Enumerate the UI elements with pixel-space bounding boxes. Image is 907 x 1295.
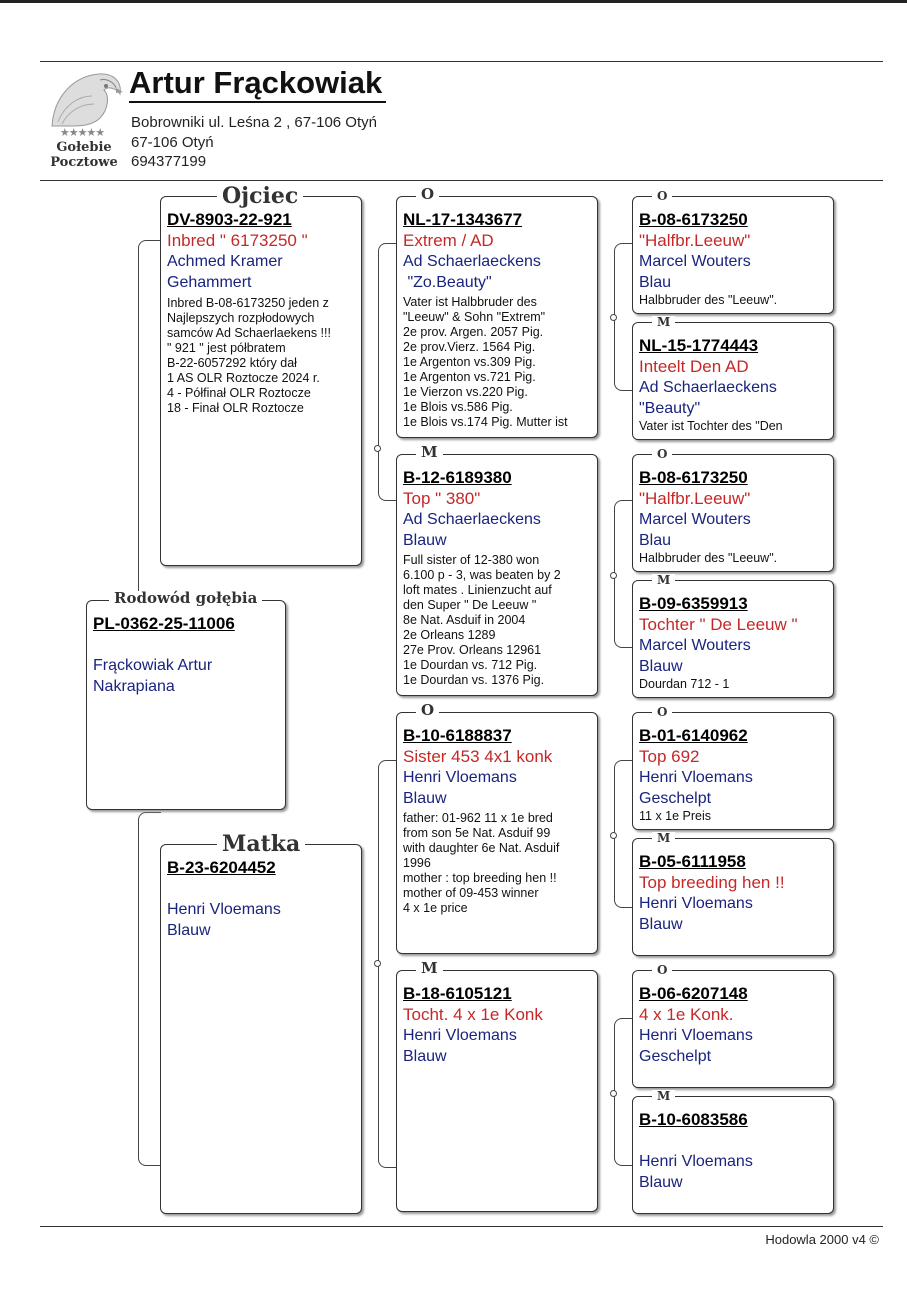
fm-name: Top " 380": [403, 489, 481, 508]
mmf-breeder: Henri Vloemans: [639, 1027, 753, 1044]
top-border: [0, 0, 907, 3]
ff-ring: NL-17-1343677: [403, 210, 523, 229]
mff-breeder: Henri Vloemans: [639, 769, 753, 786]
fff-legend: O: [652, 190, 672, 202]
mfm-color: Blauw: [639, 916, 683, 933]
mother-color: Blauw: [167, 922, 211, 939]
ff-color: "Zo.Beauty": [403, 274, 492, 291]
connector-father-parents: [378, 243, 397, 501]
ff-legend: O: [416, 187, 439, 202]
subject-color: Nakrapiana: [93, 678, 175, 695]
mmm-breeder: Henri Vloemans: [639, 1153, 753, 1170]
fm-color: Blauw: [403, 532, 447, 549]
fff-ring: B-08-6173250: [639, 210, 748, 229]
ff-name: Extrem / AD: [403, 231, 494, 250]
mmm-color: Blauw: [639, 1174, 683, 1191]
father-legend: Ojciec: [217, 185, 303, 207]
mother-ring: B-23-6204452: [167, 858, 276, 877]
subject-legend: Rodowód gołębia: [109, 591, 262, 606]
fmf-color: Blau: [639, 532, 672, 549]
mf-card[interactable]: [396, 712, 598, 954]
mmf-legend: O: [652, 964, 672, 976]
mfm-card[interactable]: [632, 838, 834, 956]
ffm-notes: Vater ist Tochter des "Den: [639, 419, 783, 433]
address-line1: Bobrowniki ul. Leśna 2 , 67-106 Otyń: [131, 114, 377, 131]
mmf-card[interactable]: [632, 970, 834, 1088]
father-name: Inbred " 6173250 ": [167, 231, 308, 250]
fmf-breeder: Marcel Wouters: [639, 511, 751, 528]
subject-card[interactable]: [86, 600, 286, 810]
mm-card[interactable]: [396, 970, 598, 1212]
ffm-breeder: Ad Schaerlaeckens: [639, 379, 777, 396]
mm-color: Blauw: [403, 1048, 447, 1065]
ffm-ring: NL-15-1774443: [639, 336, 759, 355]
logo-stars: ★★★★★: [59, 127, 105, 139]
subject-owner: Frąckowiak Artur: [93, 657, 213, 674]
mfm-name: Top breeding hen !!: [639, 873, 785, 892]
mf-ring: B-10-6188837: [403, 726, 512, 745]
fm-legend: M: [416, 445, 443, 460]
header-top-divider: [40, 61, 883, 62]
mmf-color: Geschelpt: [639, 1048, 712, 1065]
fmf-card[interactable]: [632, 454, 834, 572]
mm-ring: B-18-6105121: [403, 984, 512, 1003]
fff-breeder: Marcel Wouters: [639, 253, 751, 270]
ffm-name: Inteelt Den AD: [639, 357, 749, 376]
logo-text-line2: Pocztowe: [50, 155, 118, 170]
mmm-legend: M: [652, 1090, 675, 1102]
fm-card[interactable]: [396, 454, 598, 696]
fmm-notes: Dourdan 712 - 1: [639, 677, 730, 691]
connector-dot: [374, 445, 381, 452]
fff-color: Blau: [639, 274, 672, 291]
fmm-ring: B-09-6359913: [639, 594, 748, 613]
ffm-card[interactable]: [632, 322, 834, 440]
mother-breeder: Henri Vloemans: [167, 901, 281, 918]
owner-name: Artur Frąckowiak: [129, 65, 386, 103]
mmf-name: 4 x 1e Konk.: [639, 1005, 734, 1024]
mf-notes: father: 01-962 11 x 1e bred from son 5e Nat. Asduif 99 with daughter 6e Nat. Asduif 1996 mother : top breeding hen !! mother of 09-453 winner 4 x 1e price: [403, 811, 560, 915]
phone: 694377199: [131, 153, 207, 170]
mff-color: Geschelpt: [639, 790, 712, 807]
mf-name: Sister 453 4x1 konk: [403, 747, 553, 766]
mm-legend: M: [416, 961, 443, 976]
fmm-color: Blauw: [639, 658, 683, 675]
mff-notes: 11 x 1e Preis: [639, 809, 712, 823]
fmf-legend: O: [652, 448, 672, 460]
fff-notes: Halbbruder des "Leeuw".: [639, 293, 778, 307]
fm-ring: B-12-6189380: [403, 468, 512, 487]
fff-name: "Halfbr.Leeuw": [639, 231, 751, 250]
father-card[interactable]: [160, 196, 362, 566]
ffm-legend: M: [652, 316, 675, 328]
father-color: Gehammert: [167, 274, 252, 291]
mfm-ring: B-05-6111958: [639, 852, 746, 871]
mf-breeder: Henri Vloemans: [403, 769, 517, 786]
connector-dot: [610, 314, 617, 321]
mother-legend: Matka: [217, 833, 305, 855]
fmm-breeder: Marcel Wouters: [639, 637, 751, 654]
mmm-ring: B-10-6083586: [639, 1110, 748, 1129]
fmf-name: "Halfbr.Leeuw": [639, 489, 751, 508]
mf-color: Blauw: [403, 790, 447, 807]
mmm-card[interactable]: [632, 1096, 834, 1214]
connector-dot: [610, 572, 617, 579]
mm-name: Tocht. 4 x 1e Konk: [403, 1005, 543, 1024]
mm-breeder: Henri Vloemans: [403, 1027, 517, 1044]
fmf-ring: B-08-6173250: [639, 468, 748, 487]
fm-breeder: Ad Schaerlaeckens: [403, 511, 541, 528]
footer-divider: [40, 1226, 883, 1227]
fmm-card[interactable]: [632, 580, 834, 698]
fmm-name: Tochter " De Leeuw ": [639, 615, 798, 634]
logo-text-line1: Gołebie: [56, 140, 112, 155]
connector-dot: [610, 832, 617, 839]
fmm-legend: M: [652, 574, 675, 586]
mf-legend: O: [416, 703, 439, 718]
mff-card[interactable]: [632, 712, 834, 830]
mmf-ring: B-06-6207148: [639, 984, 748, 1003]
father-breeder: Achmed Kramer: [167, 253, 283, 270]
mfm-legend: M: [652, 832, 675, 844]
mff-legend: O: [652, 706, 672, 718]
mother-card[interactable]: [160, 844, 362, 1214]
footer-text: Hodowla 2000 v4 ©: [765, 1232, 879, 1247]
fff-card[interactable]: [632, 196, 834, 314]
mff-ring: B-01-6140962: [639, 726, 748, 745]
logo-text: [44, 140, 124, 170]
connector-subject-mother: [138, 812, 161, 1166]
fmf-notes: Halbbruder des "Leeuw".: [639, 551, 778, 565]
connector-dot: [374, 960, 381, 967]
mff-name: Top 692: [639, 747, 700, 766]
subject-ring: PL-0362-25-11006: [93, 614, 235, 633]
fm-notes: Full sister of 12-380 won 6.100 p - 3, was beaten by 2 loft mates . Linienzucht auf den Super " De Leeuw " 8e Nat. Asduif in 2004 2e Orleans 1289 27e Prov. Orleans 12961 1e Dourdan vs. 712 Pig. 1e Dourdan vs. 1376 Pig.: [403, 553, 561, 687]
ffm-color: "Beauty": [639, 400, 701, 417]
father-notes: Inbred B-08-6173250 jeden z Najlepszych rozpłodowych samców Ad Schaerlaekens !!! " 921 " jest półbratem B-22-6057292 który dał 1 AS OLR Roztocze 2024 r. 4 - Półfinał OLR Roztocze 18 - Finał OLR Roztocze: [167, 296, 331, 415]
address-line2: 67-106 Otyń: [131, 134, 214, 151]
ff-breeder: Ad Schaerlaeckens: [403, 253, 541, 270]
connector-dot: [610, 1090, 617, 1097]
connector-subject-father: [138, 240, 161, 612]
mfm-breeder: Henri Vloemans: [639, 895, 753, 912]
ff-card[interactable]: [396, 196, 598, 438]
ff-notes: Vater ist Halbbruder des "Leeuw" & Sohn "Extrem" 2e prov. Argen. 2057 Pig. 2e prov.Vierz. 1564 Pig. 1e Argenton vs.309 Pig. 1e Argenton vs.721 Pig. 1e Vierzon vs.220 Pig. 1e Blois vs.586 Pig. 1e Blois vs.174 Pig. Mutter ist: [403, 295, 568, 429]
father-ring: DV-8903-22-921: [167, 210, 292, 229]
header-bottom-divider: [40, 180, 883, 181]
